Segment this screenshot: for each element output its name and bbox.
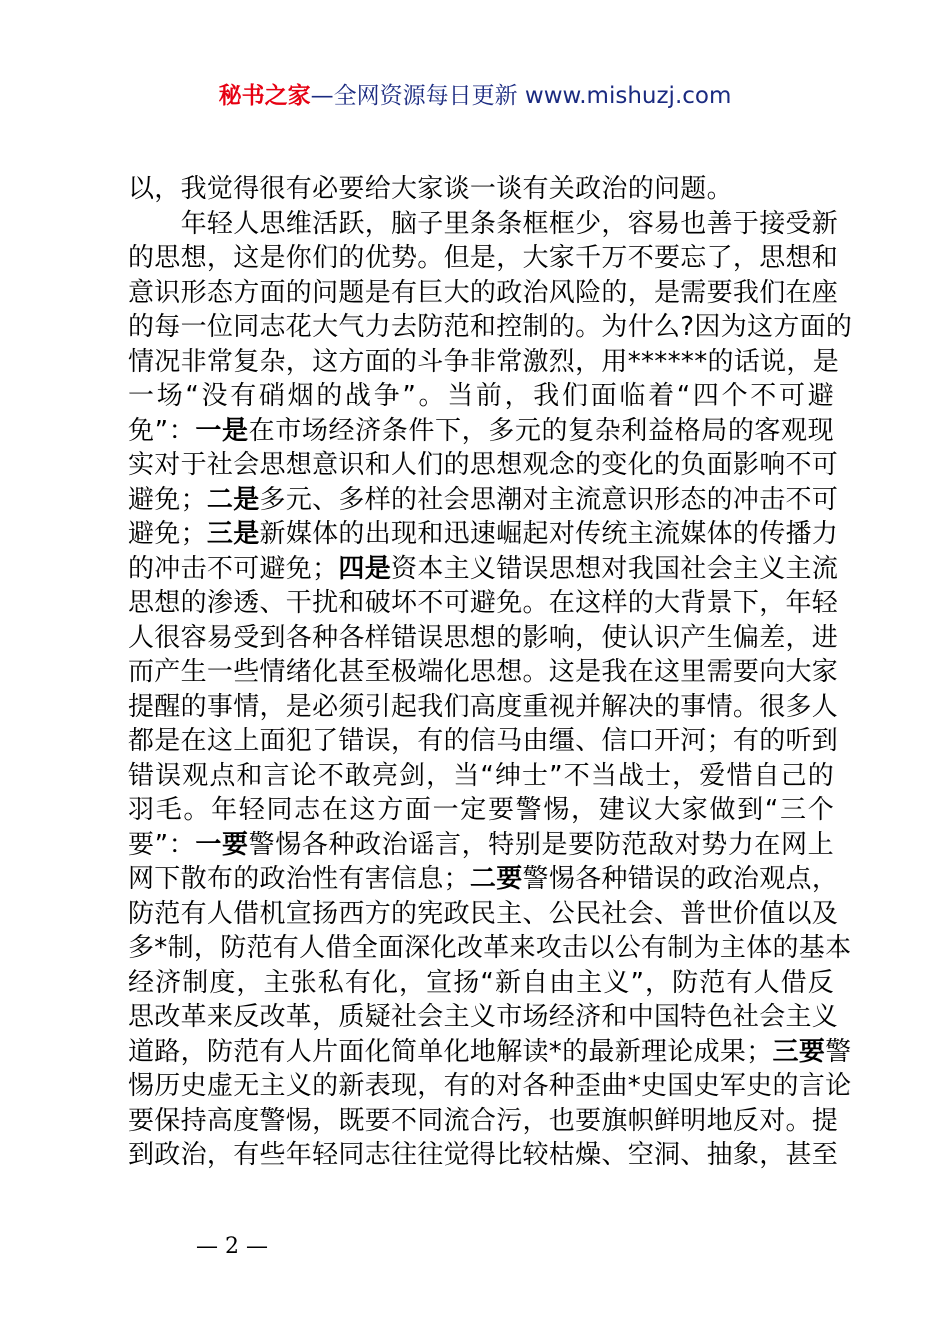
- body-line: [128, 241, 839, 276]
- body-text-segment: 人很容易受到各种各样错误思想的影响，使认识产生偏差，进: [128, 622, 839, 653]
- body-text-segment: 的冲击不可避免；: [128, 553, 339, 584]
- body-text-segment: 思改革来反改革，质疑社会主义市场经济和中国特色社会主义: [128, 1002, 839, 1032]
- body-text-segment: 防范有人借机宣扬西方的宪政民主、公民社会、普世价值以及: [128, 898, 839, 929]
- emphasis-text: 一要: [195, 829, 249, 860]
- body-text-segment: 思想的渗透、干扰和破坏不可避免。在这样的大背景下，年轻: [128, 588, 839, 618]
- body-text-segment: 要保持高度警惕，既要不同流合污，也要旗帜鲜明地反对。提: [128, 1105, 839, 1136]
- emphasis-text: 三是: [206, 519, 260, 549]
- body-text-segment: 错误观点和言论不敢亮剑，当“绅士”不当战士，爱惜自己的: [128, 760, 834, 791]
- body-line: [128, 310, 853, 345]
- body-text-segment: 警惕各种错误的政治观点，: [522, 864, 839, 894]
- emphasis-text: 三要: [772, 1036, 826, 1067]
- body-line: [128, 448, 839, 483]
- body-text-segment: 警: [825, 1036, 852, 1067]
- body-line: [128, 966, 834, 1001]
- body-text-segment: 在市场经济条件下，多元的复杂利益格局的客观现: [248, 415, 834, 446]
- body-text-segment: 新媒体的出现和迅速崛起对传统主流媒体的传播力: [259, 519, 839, 549]
- body-line: [128, 207, 839, 242]
- body-text-segment: 情况非常复杂，这方面的斗争非常激烈，用******的话说，是: [128, 346, 840, 377]
- body-line: [128, 862, 839, 897]
- body-line: [128, 379, 834, 414]
- body-text-segment: 资本主义错误思想对我国社会主义主流: [391, 553, 839, 584]
- body-text-segment: 到政治，有些年轻同志往往觉得比较枯燥、空洞、抽象，甚至: [128, 1140, 839, 1170]
- body-text-segment: 要”：: [128, 829, 196, 860]
- body-text-segment: 多元、多样的社会思潮对主流意识形态的冲击不可: [259, 484, 839, 515]
- body-text-segment: 避免；: [128, 519, 207, 549]
- emphasis-text: 一是: [195, 415, 249, 446]
- body-line: [128, 345, 840, 380]
- body-line: [128, 1104, 839, 1139]
- body-text-segment: 年轻人思维活跃，脑子里条条框框少，容易也善于接受新: [128, 208, 839, 239]
- body-text-segment: 免”：: [128, 415, 196, 446]
- body-text-segment: 避免；: [128, 484, 207, 515]
- body-line: [128, 1138, 839, 1173]
- body-text-segment: 提醒的事情，是必须引起我们高度重视并解决的事情。很多人: [128, 691, 839, 722]
- body-text-segment: 经济制度，主张私有化，宣扬“新自由主义”，防范有人借反: [128, 967, 834, 998]
- body-line: [128, 621, 839, 656]
- body-line: [128, 793, 834, 828]
- body-line: [128, 897, 839, 932]
- body-line: [128, 759, 834, 794]
- header-slogan: —全网资源每日更新: [310, 83, 518, 109]
- body-text-segment: 惕历史虚无主义的新表现，有的对各种歪曲*史国史军史的言论: [128, 1071, 852, 1101]
- body-text-segment: 网下散布的政治性有害信息；: [128, 864, 470, 894]
- body-line: [128, 172, 834, 207]
- body-text-segment: 羽毛。年轻同志在这方面一定要警惕，建议大家做到“三个: [128, 795, 834, 825]
- body-text-segment: 的每一位同志花大气力去防范和控制的。为什么?因为这方面的: [128, 312, 853, 342]
- brand-name: 秘书之家: [218, 83, 311, 109]
- body-line: [128, 690, 839, 725]
- body-line: [128, 1035, 852, 1070]
- body-line: [128, 828, 834, 863]
- body-line: [128, 1000, 839, 1035]
- body-text-segment: 道路，防范有人片面化简单化地解读*的最新理论成果；: [128, 1036, 773, 1067]
- body-line: [128, 1069, 852, 1104]
- document-body: [128, 172, 853, 1173]
- header-url[interactable]: www.mishuzj.com: [517, 83, 732, 109]
- emphasis-text: 二是: [206, 484, 260, 515]
- body-line: [128, 414, 834, 449]
- body-text-segment: 都是在这上面犯了错误，有的信马由缰、信口开河；有的听到: [128, 726, 839, 756]
- page-number: — 2 —: [196, 1234, 268, 1259]
- body-text-segment: 的思想，这是你们的优势。但是，大家千万不要忘了，思想和: [128, 243, 839, 273]
- body-line: [128, 552, 839, 587]
- page-header: [0, 80, 950, 112]
- body-text-segment: 警惕各种政治谣言，特别是要防范敌对势力在网上: [248, 829, 834, 860]
- emphasis-text: 二要: [469, 864, 523, 894]
- body-text-segment: 一场“没有硝烟的战争”。当前，我们面临着“四个不可避: [128, 381, 834, 411]
- body-text-segment: 而产生一些情绪化甚至极端化思想。这是我在这里需要向大家: [128, 657, 839, 687]
- body-line: [128, 586, 839, 621]
- body-line: [128, 483, 839, 518]
- body-line: [128, 931, 852, 966]
- body-line: [128, 655, 839, 690]
- body-text-segment: 多*制，防范有人借全面深化改革来攻击以公有制为主体的基本: [128, 933, 852, 963]
- emphasis-text: 四是: [338, 553, 392, 584]
- body-line: [128, 276, 839, 311]
- body-text-segment: 以，我觉得很有必要给大家谈一谈有关政治的问题。: [128, 174, 733, 204]
- body-text-segment: 实对于社会思想意识和人们的思想观念的变化的负面影响不可: [128, 450, 839, 480]
- body-line: [128, 517, 839, 552]
- body-line: [128, 724, 839, 759]
- body-text-segment: 意识形态方面的问题是有巨大的政治风险的，是需要我们在座: [128, 277, 839, 308]
